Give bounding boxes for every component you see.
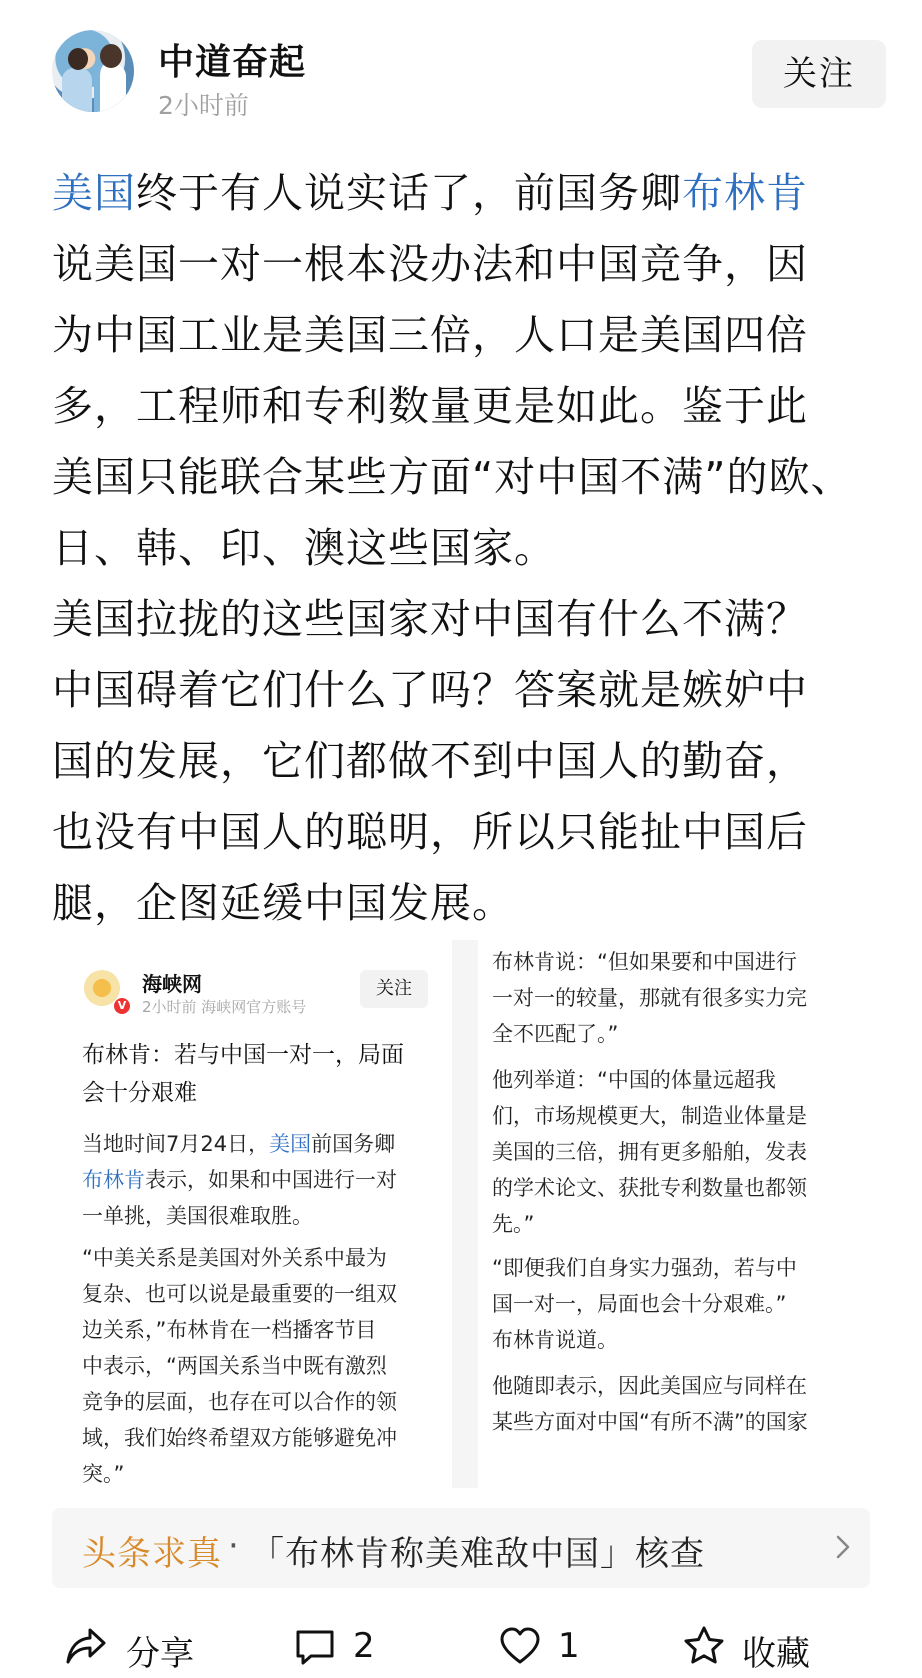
embed-paragraph xyxy=(492,944,852,1052)
embed-paragraph xyxy=(82,1240,432,1492)
post-line: 国的发展，它们都做不到中国人的勤奋， xyxy=(52,737,808,785)
post-line: 腿，企图延缓中国发展。 xyxy=(52,879,514,927)
embed-line: 们，市场规模更大，制造业体量是 xyxy=(492,1104,807,1128)
embed-left-panel xyxy=(62,940,447,1488)
embed-text: 前国务卿 xyxy=(311,1132,396,1156)
factcheck-title: 「布林肯称美难敌中国」核查 xyxy=(250,1534,705,1574)
embed-text: 当地时间7月24日， xyxy=(82,1132,270,1156)
action-bar xyxy=(0,1618,922,1674)
embed-line: 突。” xyxy=(82,1462,125,1486)
favorite-icon xyxy=(682,1624,726,1668)
embed-paragraph xyxy=(492,1062,852,1242)
embed-line: 布林肯说道。 xyxy=(492,1328,618,1352)
embed-paragraph xyxy=(492,1368,852,1440)
embed-text: 表示，如果和中国进行一对 xyxy=(145,1168,397,1192)
factcheck-separator: · xyxy=(228,1526,239,1566)
embed-line: 先。” xyxy=(492,1212,535,1236)
post-line: 美国只能联合某些方面“对中国不满”的欧、 xyxy=(52,453,853,501)
embed-title xyxy=(82,1036,427,1112)
post-line: 中国碍着它们什么了吗？答案就是嫉妒中 xyxy=(52,666,808,714)
post-text: 终于有人说实话了，前国务卿 xyxy=(136,169,682,217)
share-button[interactable] xyxy=(64,1618,194,1674)
share-label: 分享 xyxy=(126,1634,194,1674)
embed-title-line: 布林肯：若与中国一对一，局面 xyxy=(82,1042,404,1068)
factcheck-brand: 头条求真 xyxy=(82,1534,222,1574)
embed-line: 布林肯说：“但如果要和中国进行 xyxy=(492,950,797,974)
embed-line: 中表示，“两国关系当中既有激烈 xyxy=(82,1354,387,1378)
author-name[interactable]: 中道奋起 xyxy=(158,42,307,83)
favorite-label: 收藏 xyxy=(742,1634,810,1674)
post-line: 美国拉拢的这些国家对中国有什么不满？ xyxy=(52,595,808,643)
share-icon xyxy=(64,1624,108,1668)
embed-line: 一单挑，美国很难取胜。 xyxy=(82,1204,313,1228)
embed-line: 他随即表示，因此美国应与同样在 xyxy=(492,1374,807,1398)
comment-count: 2 xyxy=(353,1626,375,1666)
embed-divider xyxy=(452,940,478,1488)
factcheck-bar[interactable] xyxy=(52,1508,870,1588)
embed-line: 的学术论文、获批专利数量也都领 xyxy=(492,1176,807,1200)
like-icon xyxy=(498,1624,542,1668)
embed-follow-button: 关注 xyxy=(360,970,428,1008)
embed-line: 复杂、也可以说是最重要的一组双 xyxy=(82,1282,397,1306)
embed-line: “中美关系是美国对外关系中最为 xyxy=(82,1246,387,1270)
comment-button[interactable] xyxy=(293,1618,383,1674)
embed-line: 国一对一，局面也会十分艰难。” xyxy=(492,1292,787,1316)
post-line xyxy=(52,158,872,229)
post-line: 为中国工业是美国三倍，人口是美国四倍 xyxy=(52,311,808,359)
post-line: 多，工程师和专利数量更是如此。鉴于此 xyxy=(52,382,808,430)
embed-link: 美国 xyxy=(269,1132,312,1156)
embed-line: 全不匹配了。” xyxy=(492,1022,619,1046)
post-header xyxy=(0,0,922,130)
embed-line: 边关系，”布林肯在一档播客节目 xyxy=(82,1318,377,1342)
post-time: 2小时前 xyxy=(158,91,249,120)
embed-line: 美国的三倍，拥有更多船舶，发表 xyxy=(492,1140,807,1164)
embedded-screenshot[interactable] xyxy=(52,940,870,1488)
post-line: 说美国一对一根本没办法和中国竞争，因 xyxy=(52,240,808,288)
embed-paragraph xyxy=(492,1250,852,1358)
like-button[interactable] xyxy=(498,1618,588,1674)
topic-link-blinken[interactable]: 布林肯 xyxy=(682,169,808,217)
embed-line: 一对一的较量，那就有很多实力完 xyxy=(492,986,807,1010)
embed-line: 域，我们始终希望双方能够避免冲 xyxy=(82,1426,397,1450)
avatar[interactable] xyxy=(52,30,134,112)
embed-line: 某些方面对中国“有所不满”的国家 xyxy=(492,1410,808,1434)
embed-paragraph xyxy=(82,1126,432,1234)
favorite-button[interactable] xyxy=(682,1618,812,1674)
embed-line xyxy=(82,1162,432,1198)
embed-line: 竞争的层面，也存在可以合作的领 xyxy=(82,1390,397,1414)
embed-right-panel xyxy=(482,940,872,1488)
post-line: 日、韩、印、澳这些国家。 xyxy=(52,524,556,572)
embed-meta: 2小时前 海峡网官方账号 xyxy=(142,998,307,1016)
embed-line: “即便我们自身实力强劲，若与中 xyxy=(492,1256,797,1280)
follow-button[interactable]: 关注 xyxy=(752,40,886,108)
comment-icon xyxy=(293,1624,337,1668)
like-count: 1 xyxy=(558,1626,580,1666)
embed-line xyxy=(82,1126,432,1162)
verified-badge-icon: V xyxy=(114,998,130,1014)
embed-link: 布林肯 xyxy=(82,1168,145,1192)
embed-title-line: 会十分艰难 xyxy=(82,1080,197,1106)
chevron-right-icon xyxy=(828,1532,858,1562)
post-line: 也没有中国人的聪明，所以只能扯中国后 xyxy=(52,808,808,856)
embed-line: 他列举道：“中国的体量远超我 xyxy=(492,1068,776,1092)
embed-author: 海峡网 xyxy=(142,972,202,996)
topic-link-usa[interactable]: 美国 xyxy=(52,169,136,217)
post-body xyxy=(52,158,872,939)
